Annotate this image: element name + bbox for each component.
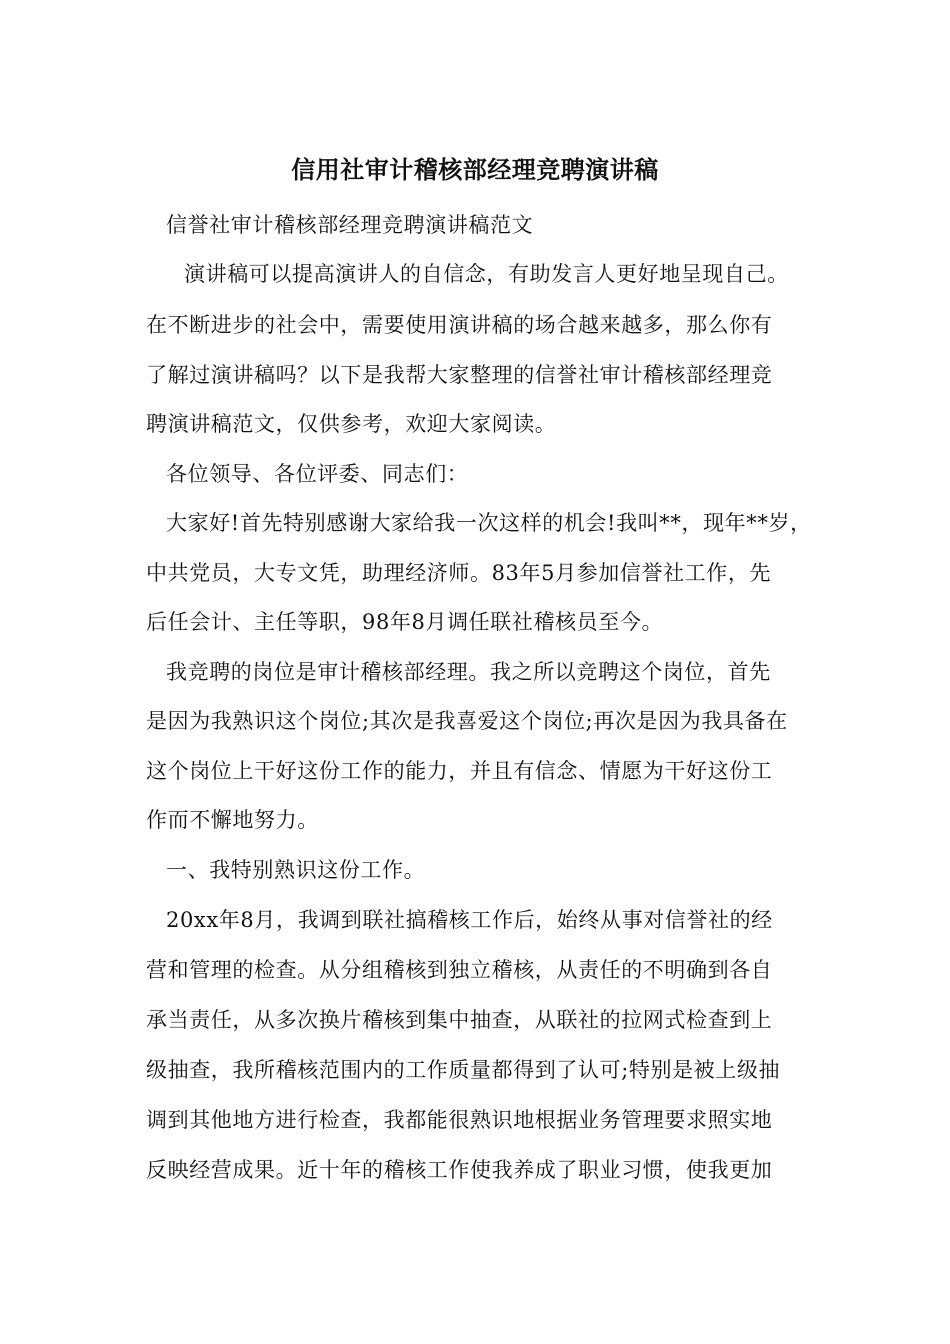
document-title: 信用社审计稽核部经理竞聘演讲稿 [291, 155, 659, 184]
salutation-line: 各位领导、各位评委、同志们： [166, 462, 469, 486]
paragraph-line: 承当责任，从多次换片稽核到集中抽查，从联社的拉网式检查到上 [146, 1008, 773, 1032]
paragraph-line: 大家好!首先特别感谢大家给我一次这样的机会!我叫**，现年**岁， [166, 511, 812, 535]
paragraph-line: 中共党员，大专文凭，助理经济师。83年5月参加信誉社工作，先 [146, 561, 772, 585]
paragraph-line: 这个岗位上干好这份工作的能力，并且有信念、情愿为干好这份工 [146, 759, 773, 783]
paragraph-line: 我竞聘的岗位是审计稽核部经理。我之所以竞聘这个岗位，首先 [166, 660, 771, 684]
paragraph-line: 作而不懈地努力。 [146, 808, 319, 832]
paragraph-line: 演讲稿可以提高演讲人的自信念，有助发言人更好地呈现自己。 [184, 262, 789, 286]
paragraph-line: 反映经营成果。近十年的稽核工作使我养成了职业习惯，使我更加 [146, 1158, 773, 1182]
paragraph-line: 调到其他地方进行检查，我都能很熟识地根据业务管理要求照实地 [146, 1108, 773, 1132]
paragraph-line: 是因为我熟识这个岗位;其次是我喜爱这个岗位;再次是因为我具备在 [146, 709, 788, 733]
subtitle-line: 信誉社审计稽核部经理竞聘演讲稿范文 [166, 213, 534, 237]
paragraph-line: 聘演讲稿范文，仅供参考，欢迎大家阅读。 [146, 412, 557, 436]
paragraph-line: 在不断进步的社会中，需要使用演讲稿的场合越来越多，那么你有 [146, 313, 773, 337]
paragraph-line: 营和管理的检查。从分组稽核到独立稽核，从责任的不明确到各自 [146, 958, 773, 982]
paragraph-line: 级抽查，我所稽核范围内的工作质量都得到了认可;特别是被上级抽 [146, 1058, 781, 1082]
paragraph-line: 了解过演讲稿吗？以下是我帮大家整理的信誉社审计稽核部经理竞 [146, 363, 773, 387]
paragraph-line: 后任会计、主任等职，98年8月调任联社稽核员至今。 [146, 610, 664, 634]
section-heading: 一、我特别熟识这份工作。 [166, 858, 426, 882]
paragraph-line: 20xx年8月，我调到联社搞稽核工作后，始终从事对信誉社的经 [166, 908, 773, 932]
